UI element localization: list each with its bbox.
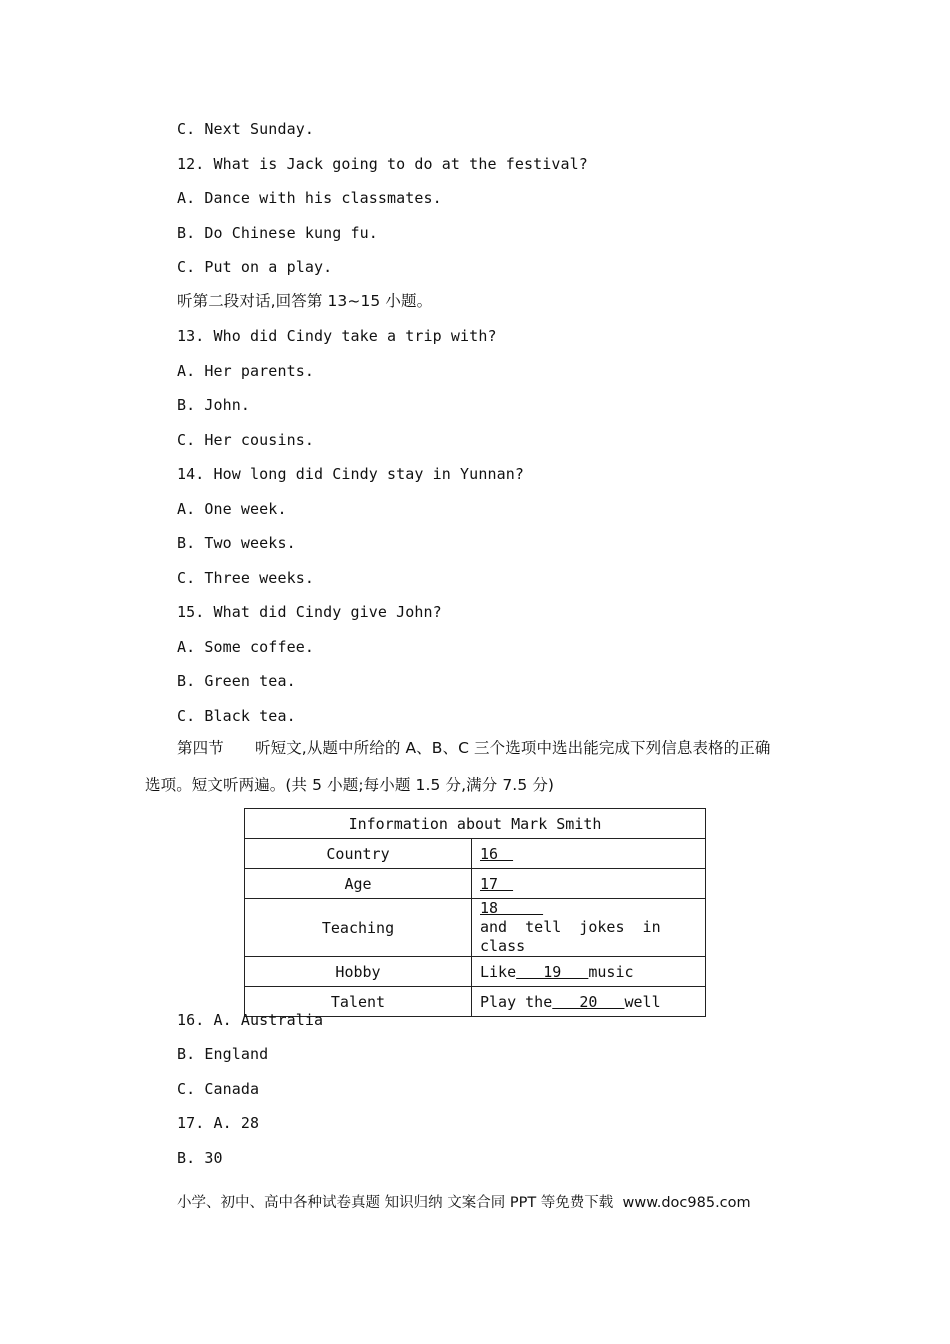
option-16-b: B. England (177, 1045, 269, 1063)
teaching-text-cont: class (480, 937, 526, 955)
info-table (244, 808, 706, 1017)
question-13: 13. Who did Cindy take a trip with? (177, 327, 497, 345)
table-row: Talent Play the 20 well (245, 987, 706, 1017)
question-14: 14. How long did Cindy stay in Yunnan? (177, 465, 524, 483)
row-label: Teaching (245, 899, 472, 957)
option-16-c: C. Canada (177, 1080, 260, 1098)
option-14-a: A. One week. (177, 500, 287, 518)
option-13-c: C. Her cousins. (177, 431, 314, 449)
table-title: Information about Mark Smith (245, 809, 706, 839)
option-15-a: A. Some coffee. (177, 638, 314, 656)
question-15: 15. What did Cindy give John? (177, 603, 442, 621)
question-16-option-a: 16. A. Australia (177, 1011, 324, 1029)
section4-instruction-line1: 第四节 听短文,从题中所给的 A、B、C 三个选项中选出能完成下列信息表格的正确 (177, 739, 771, 757)
row-label: Hobby (245, 957, 472, 987)
blank-17: 17 (480, 875, 514, 893)
table-row: Hobby Like 19 music (245, 957, 706, 987)
blank-16: 16 (480, 845, 514, 863)
teaching-text: and tell jokes in (480, 918, 661, 936)
row-label: Talent (245, 987, 472, 1017)
table-row (245, 869, 706, 899)
option-13-b: B. John. (177, 396, 251, 414)
question-17-option-a: 17. A. 28 (177, 1114, 260, 1132)
option-13-a: A. Her parents. (177, 362, 314, 380)
option-12-b: B. Do Chinese kung fu. (177, 224, 378, 242)
option-15-c: C. Black tea. (177, 707, 296, 725)
option-11-c: C. Next Sunday. (177, 120, 314, 138)
question-12: 12. What is Jack going to do at the festival? (177, 155, 588, 173)
row-label: Age (245, 869, 472, 899)
option-12-a: A. Dance with his classmates. (177, 189, 442, 207)
row-label: Country (245, 839, 472, 869)
option-14-c: C. Three weeks. (177, 569, 314, 587)
dialog2-instruction: 听第二段对话,回答第 13~15 小题。 (177, 292, 433, 310)
option-17-b: B. 30 (177, 1149, 223, 1167)
table-header-row (245, 809, 706, 839)
blank-19: 19 (516, 962, 589, 981)
table-row (245, 839, 706, 869)
option-12-c: C. Put on a play. (177, 258, 333, 276)
option-15-b: B. Green tea. (177, 672, 296, 690)
blank-20: 20 (552, 992, 625, 1011)
option-14-b: B. Two weeks. (177, 534, 296, 552)
table-row (245, 899, 706, 957)
section4-instruction-line2: 选项。短文听两遍。(共 5 小题;每小题 1.5 分,满分 7.5 分) (145, 776, 555, 794)
page-footer: 小学、初中、高中各种试卷真题 知识归纳 文案合同 PPT 等免费下载 www.doc985.com (177, 1195, 751, 1211)
blank-18: 18 (480, 899, 544, 917)
